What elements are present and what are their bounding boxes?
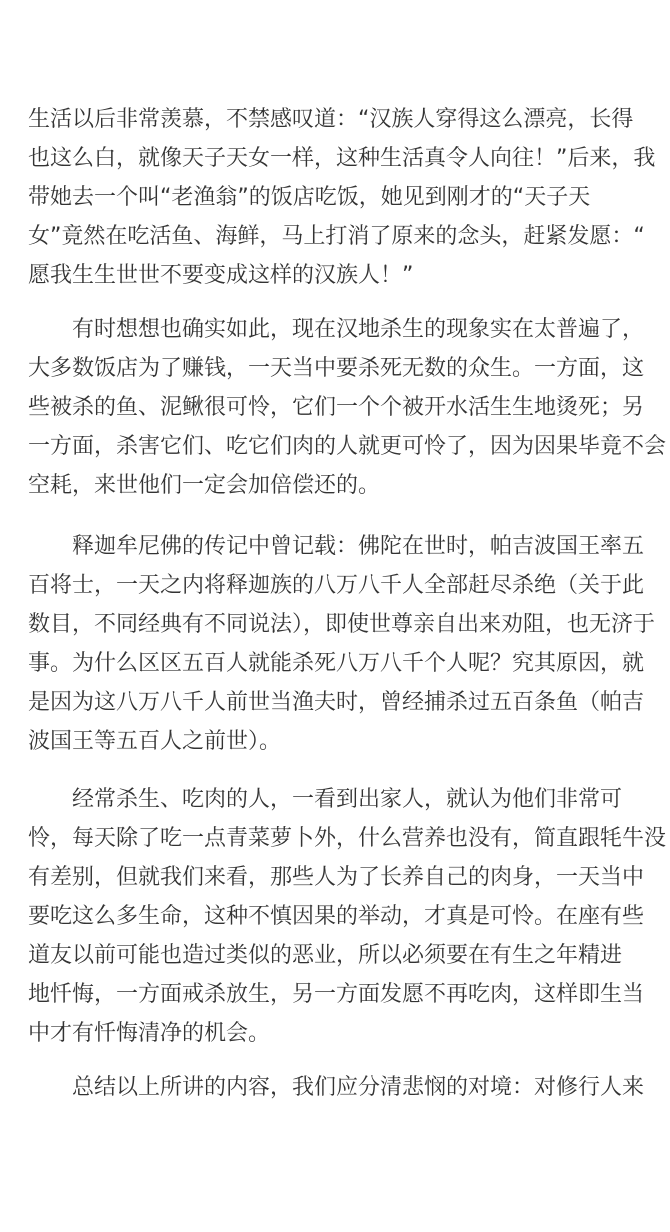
text-line: 有时想想也确实如此，现在汉地杀生的现象实在太普遍了， bbox=[28, 317, 645, 342]
paragraph-3 bbox=[28, 527, 656, 761]
text-line: 带她去一个叫“老渔翁”的饭店吃饭，她见到刚才的“天子天 bbox=[28, 185, 591, 210]
text-line: 女”竟然在吃活鱼、海鲜，马上打消了原来的念头，赶紧发愿：“ bbox=[28, 224, 645, 249]
paragraph-2 bbox=[28, 310, 667, 505]
text-line: 数目，不同经典有不同说法），即使世尊亲自出来劝阻，也无济于 bbox=[28, 612, 656, 637]
text-line: 地忏悔，一方面戒杀放生，另一方面发愿不再吃肉，这样即生当 bbox=[28, 982, 645, 1007]
text-line: 释迦牟尼佛的传记中曾记载：佛陀在世时，帕吉波国王率五 bbox=[28, 534, 645, 559]
text-line: 生活以后非常羡慕，不禁感叹道：“汉族人穿得这么漂亮，长得 bbox=[28, 107, 634, 132]
text-line: 总结以上所讲的内容，我们应分清悲悯的对境：对修行人来 bbox=[28, 1075, 645, 1100]
text-line: 百将士，一天之内将释迦族的八万八千人全部赶尽杀绝（关于此 bbox=[28, 573, 645, 598]
text-line: 愿我生生世世不要变成这样的汉族人！” bbox=[28, 263, 414, 288]
text-line: 一方面，杀害它们、吃它们肉的人就更可怜了，因为因果毕竟不会 bbox=[28, 434, 667, 459]
text-line: 空耗，来世他们一定会加倍偿还的。 bbox=[28, 473, 381, 498]
text-line: 道友以前可能也造过类似的恶业，所以必须要在有生之年精进 bbox=[28, 943, 623, 968]
text-line: 些被杀的鱼、泥鳅很可怜，它们一个个被开水活生生地烫死；另 bbox=[28, 395, 645, 420]
paragraph-5 bbox=[28, 1068, 648, 1107]
text-line: 是因为这八万八千人前世当渔夫时，曾经捕杀过五百条鱼（帕吉 bbox=[28, 690, 645, 715]
text-line: 要吃这么多生命，这种不慎因果的举动，才真是可怜。在座有些 bbox=[28, 904, 645, 929]
text-line: 经常杀生、吃肉的人，一看到出家人，就认为他们非常可 bbox=[28, 787, 623, 812]
text-line: 波国王等五百人之前世）。 bbox=[28, 729, 282, 754]
paragraph-4 bbox=[28, 780, 667, 1053]
text-line: 事。为什么区区五百人就能杀死八万八千个人呢？究其原因，就 bbox=[28, 651, 645, 676]
text-line: 大多数饭店为了赚钱，一天当中要杀死无数的众生。一方面，这 bbox=[28, 356, 645, 381]
paragraph-1 bbox=[28, 100, 656, 295]
text-line: 也这么白，就像天子天女一样，这种生活真令人向往！”后来，我 bbox=[28, 146, 656, 171]
text-line: 中才有忏悔清净的机会。 bbox=[28, 1021, 271, 1046]
text-line: 有差别，但就我们来看，那些人为了长养自己的肉身，一天当中 bbox=[28, 865, 645, 890]
text-line: 怜，每天除了吃一点青菜萝卜外，什么营养也没有，简直跟牦牛没 bbox=[28, 826, 667, 851]
